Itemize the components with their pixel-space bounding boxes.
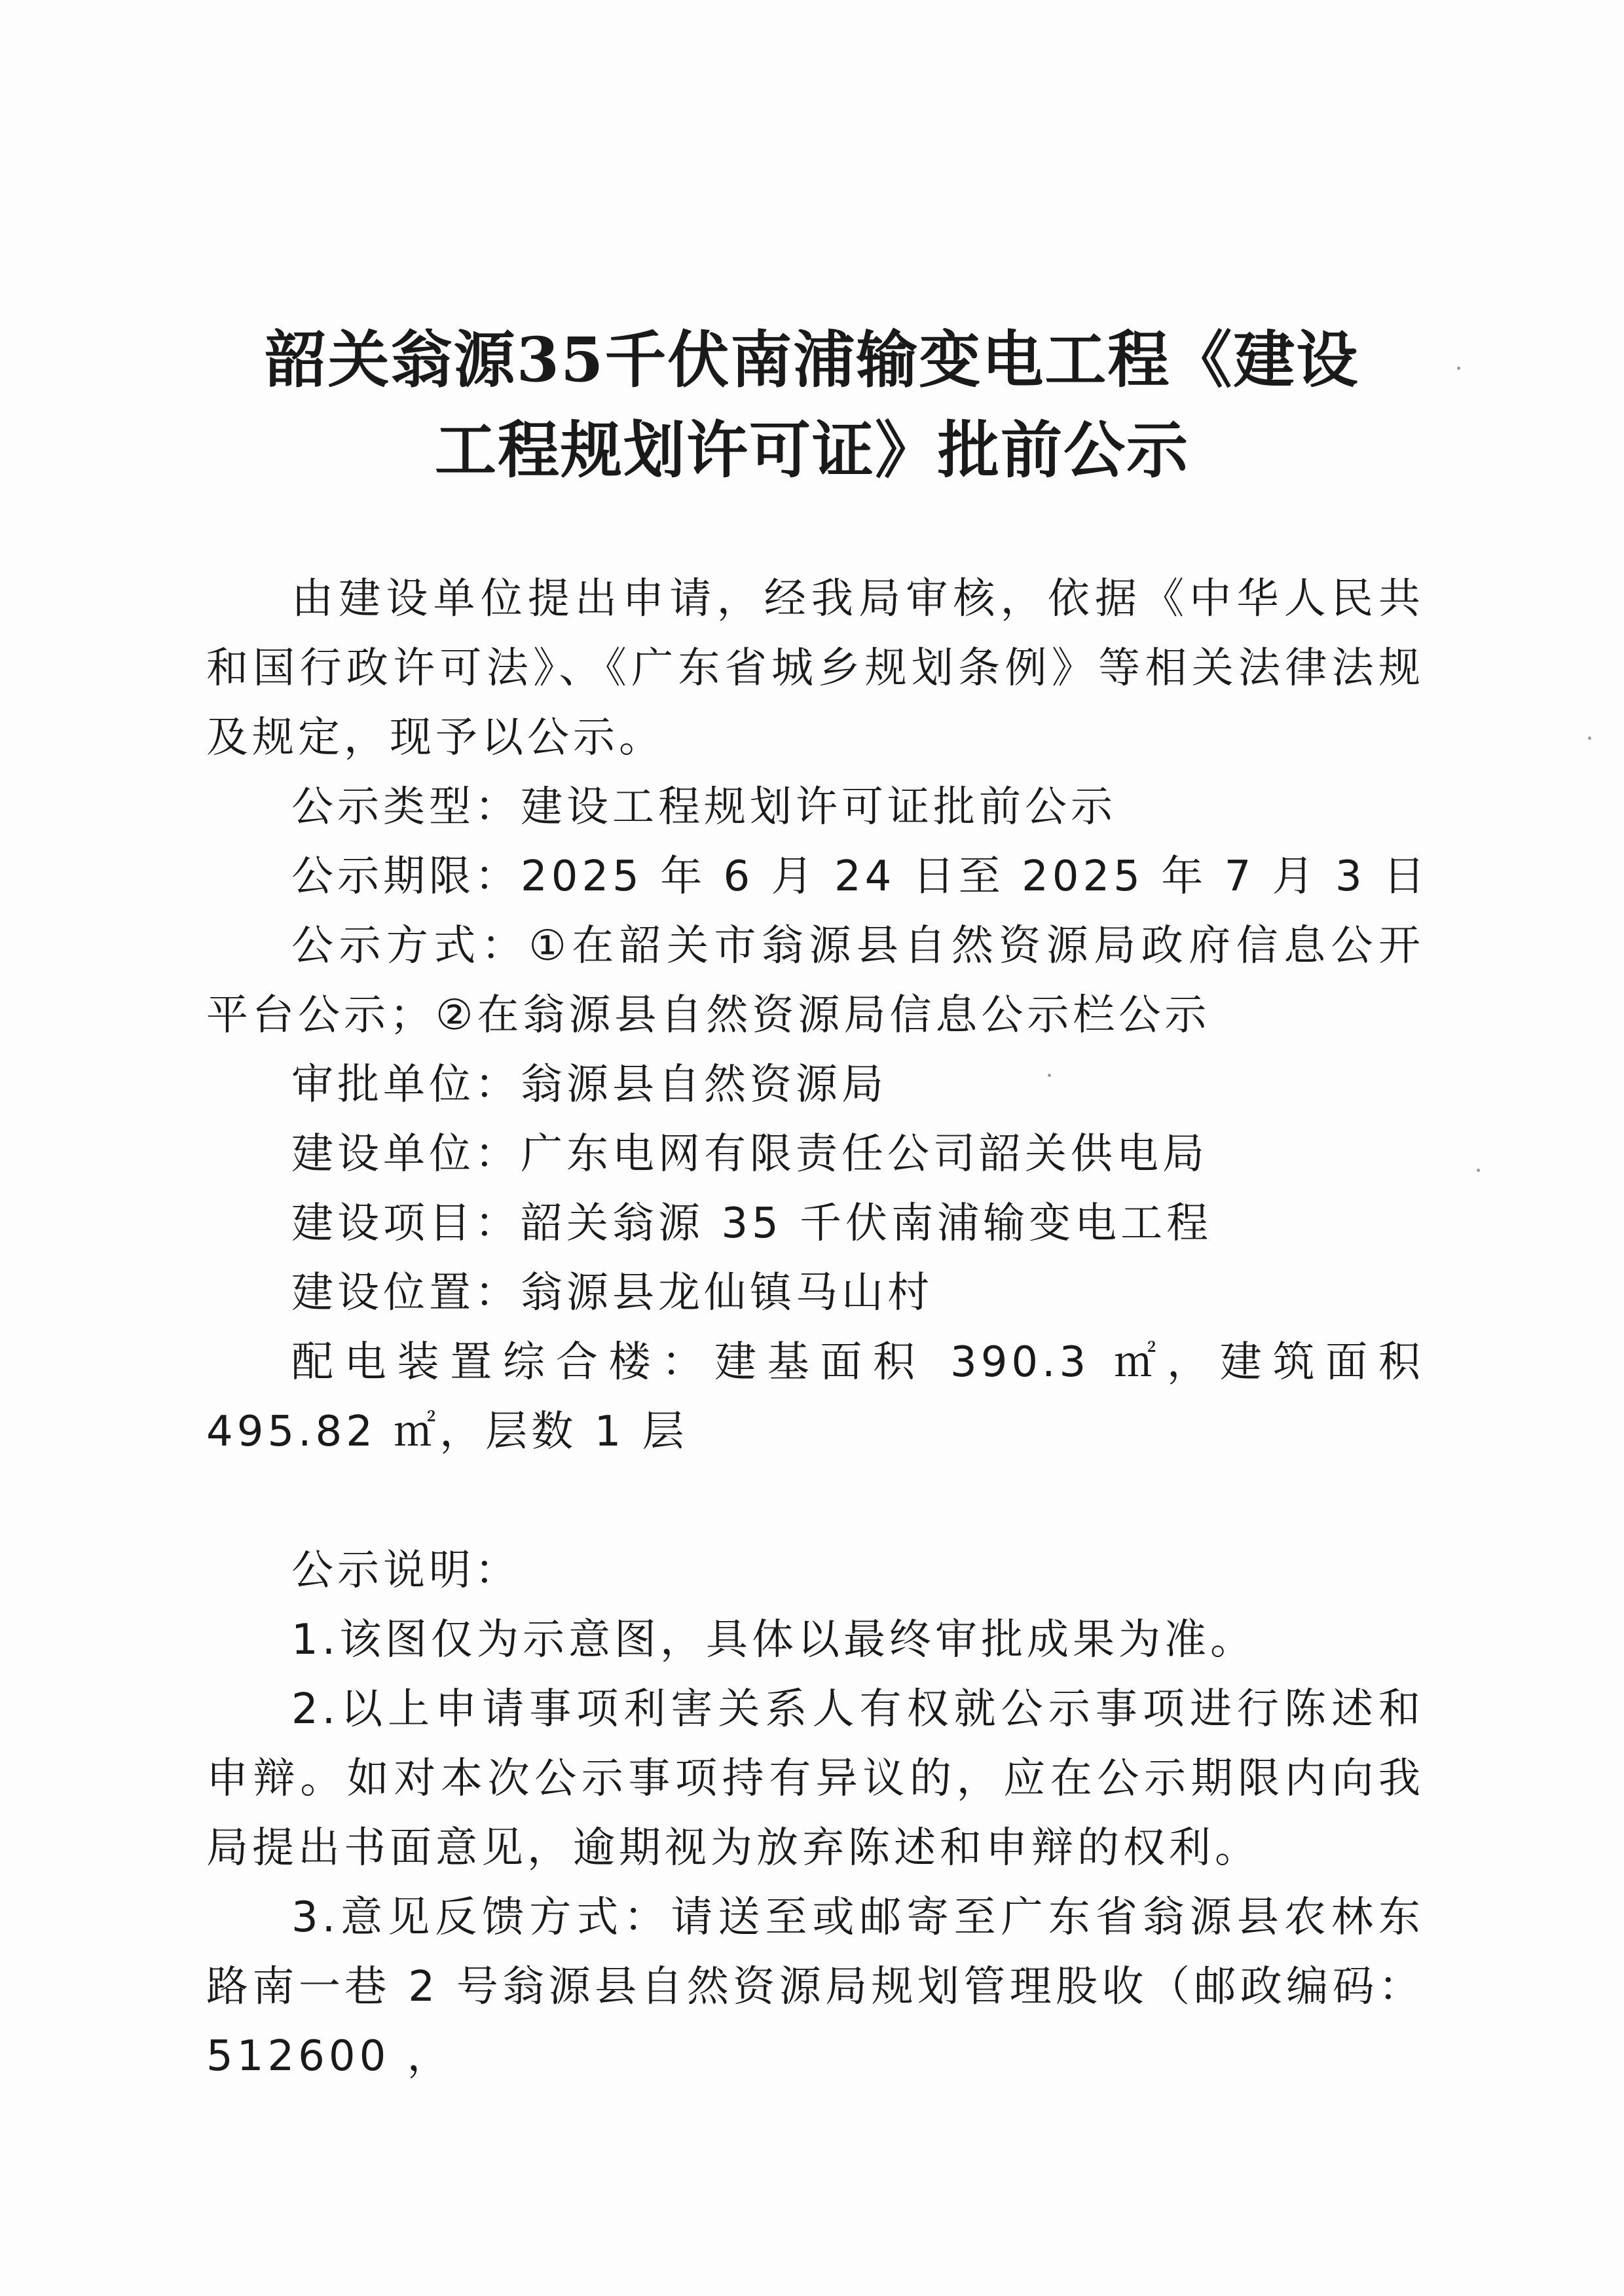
notice-type-label: 公示类型： — [291, 783, 521, 831]
approving-unit-label: 审批单位： — [291, 1061, 521, 1109]
document-title-line-2: 工程规划许可证》批前公示 — [434, 414, 1189, 486]
field-notice-period — [291, 842, 1470, 911]
scan-speck — [1457, 367, 1460, 370]
note-item-2: 2.以上申请事项利害关系人有权就公示事项进行陈述和申辩。如对本次公示事项持有异议的，应在公示期限内向我局提出书面意见，逾期视为放弃陈述和申辩的权利。 — [206, 1685, 1424, 1872]
field-construction-project — [291, 1189, 1470, 1258]
note-item-3: 3.意见反馈方式：请送至或邮寄至广东省翁源县农林东路南一巷 2 号翁源县自然资源局规划管理股收（邮政编码：512600 ， — [206, 1893, 1424, 2081]
building-info-value: 建基面积 390.3 ㎡，建筑面积 495.82 ㎡，层数 1 层 — [206, 1338, 1425, 1456]
notice-period-label: 公示期限： — [291, 852, 521, 901]
field-building-info — [206, 1328, 1424, 1467]
notice-type-value: 建设工程规划许可证批前公示 — [521, 783, 1116, 831]
field-notice-type — [291, 773, 1470, 842]
document-title-line-1: 韶关翁源35千伏南浦输变电工程《建设 — [265, 324, 1359, 396]
scan-speck — [1588, 737, 1591, 740]
field-construction-unit — [291, 1120, 1470, 1189]
notice-period-value: 2025 年 6 月 24 日至 2025 年 7 月 3 日 — [521, 852, 1430, 901]
field-approving-unit — [291, 1050, 1470, 1120]
scan-speck — [1477, 1169, 1480, 1172]
scan-speck — [1048, 1074, 1051, 1077]
construction-unit-value: 广东电网有限责任公司韶关供电局 — [521, 1130, 1208, 1178]
approving-unit-value: 翁源县自然资源局 — [521, 1061, 887, 1109]
field-construction-location — [291, 1258, 1470, 1328]
notice-method-value: ①在韶关市翁源县自然资源局政府信息公开平台公示；②在翁源县自然资源局信息公示栏公示 — [206, 922, 1425, 1040]
construction-location-label: 建设位置： — [291, 1269, 521, 1317]
notice-method-label: 公示方式： — [291, 922, 529, 970]
construction-location-value: 翁源县龙仙镇马山村 — [521, 1269, 933, 1317]
notes-heading: 公示说明： — [291, 1546, 521, 1595]
construction-project-value: 韶关翁源 35 千伏南浦输变电工程 — [521, 1199, 1213, 1248]
building-info-label: 配电装置综合楼： — [291, 1338, 714, 1387]
construction-project-label: 建设项目： — [291, 1199, 521, 1248]
intro-paragraph: 由建设单位提出申请，经我局审核，依据《中华人民共和国行政许可法》、《广东省城乡规划条例》等相关法律法规及规定，现予以公示。 — [206, 575, 1424, 762]
note-item-1: 1.该图仅为示意图，具体以最终审批成果为准。 — [291, 1616, 1257, 1664]
field-notice-method — [206, 911, 1424, 1050]
construction-unit-label: 建设单位： — [291, 1130, 521, 1178]
